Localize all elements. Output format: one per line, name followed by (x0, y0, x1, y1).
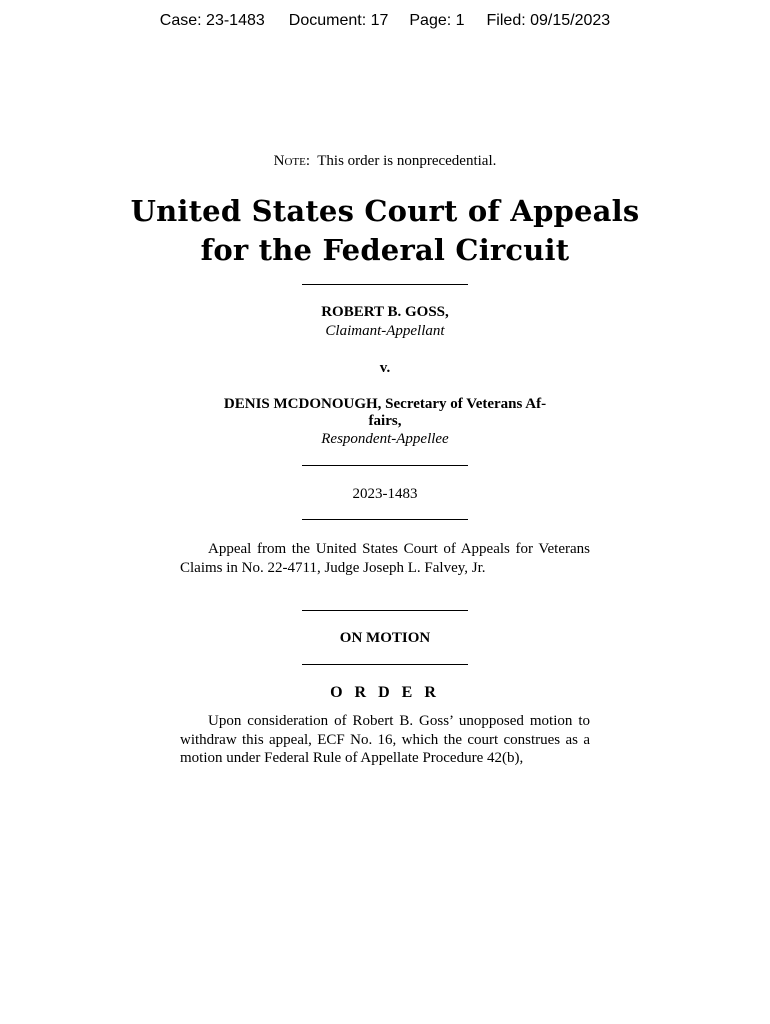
divider (302, 465, 468, 466)
note-text: This order is nonprecedential. (317, 153, 497, 169)
filed-date: Filed: 09/15/2023 (486, 12, 611, 29)
court-title-line-2: for the Federal Circuit (200, 233, 570, 267)
appellee-name-line-2: fairs, (368, 413, 402, 429)
order-heading: O R D E R (330, 684, 440, 701)
note-label: Note: (273, 153, 311, 169)
divider (302, 610, 468, 611)
order-paragraph: Upon consideration of Robert B. Goss’ unopposed motion to withdraw this appeal, ECF No. 16, which the court construes as a motion under Federal Rule of Appellate Procedure 42(b), (180, 713, 590, 766)
page-number: Page: 1 (409, 12, 465, 29)
motion-heading: ON MOTION (339, 630, 431, 646)
versus-label: v. (379, 360, 391, 376)
docket-number: 2023-1483 (352, 486, 418, 502)
case-number: Case: 23-1483 (159, 12, 265, 29)
divider (302, 519, 468, 520)
appellant-name: ROBERT B. GOSS, (321, 304, 449, 320)
divider (302, 664, 468, 665)
court-title (0, 192, 770, 270)
filing-header (0, 12, 770, 30)
appellee-name-line-1: DENIS MCDONOUGH, Secretary of Veterans Af- (223, 396, 547, 412)
appeal-paragraph: Appeal from the United States Court of Appeals for Veterans Claims in No. 22-4711, Judge Joseph L. Falvey, Jr. (180, 541, 590, 576)
nonprecedential-note (0, 153, 770, 170)
appellee-role: Respondent-Appellee (321, 431, 449, 447)
court-title-line-1: United States Court of Appeals (130, 194, 640, 228)
appellant-role: Claimant-Appellant (325, 323, 445, 339)
document-number: Document: 17 (288, 12, 389, 29)
divider (302, 284, 468, 285)
